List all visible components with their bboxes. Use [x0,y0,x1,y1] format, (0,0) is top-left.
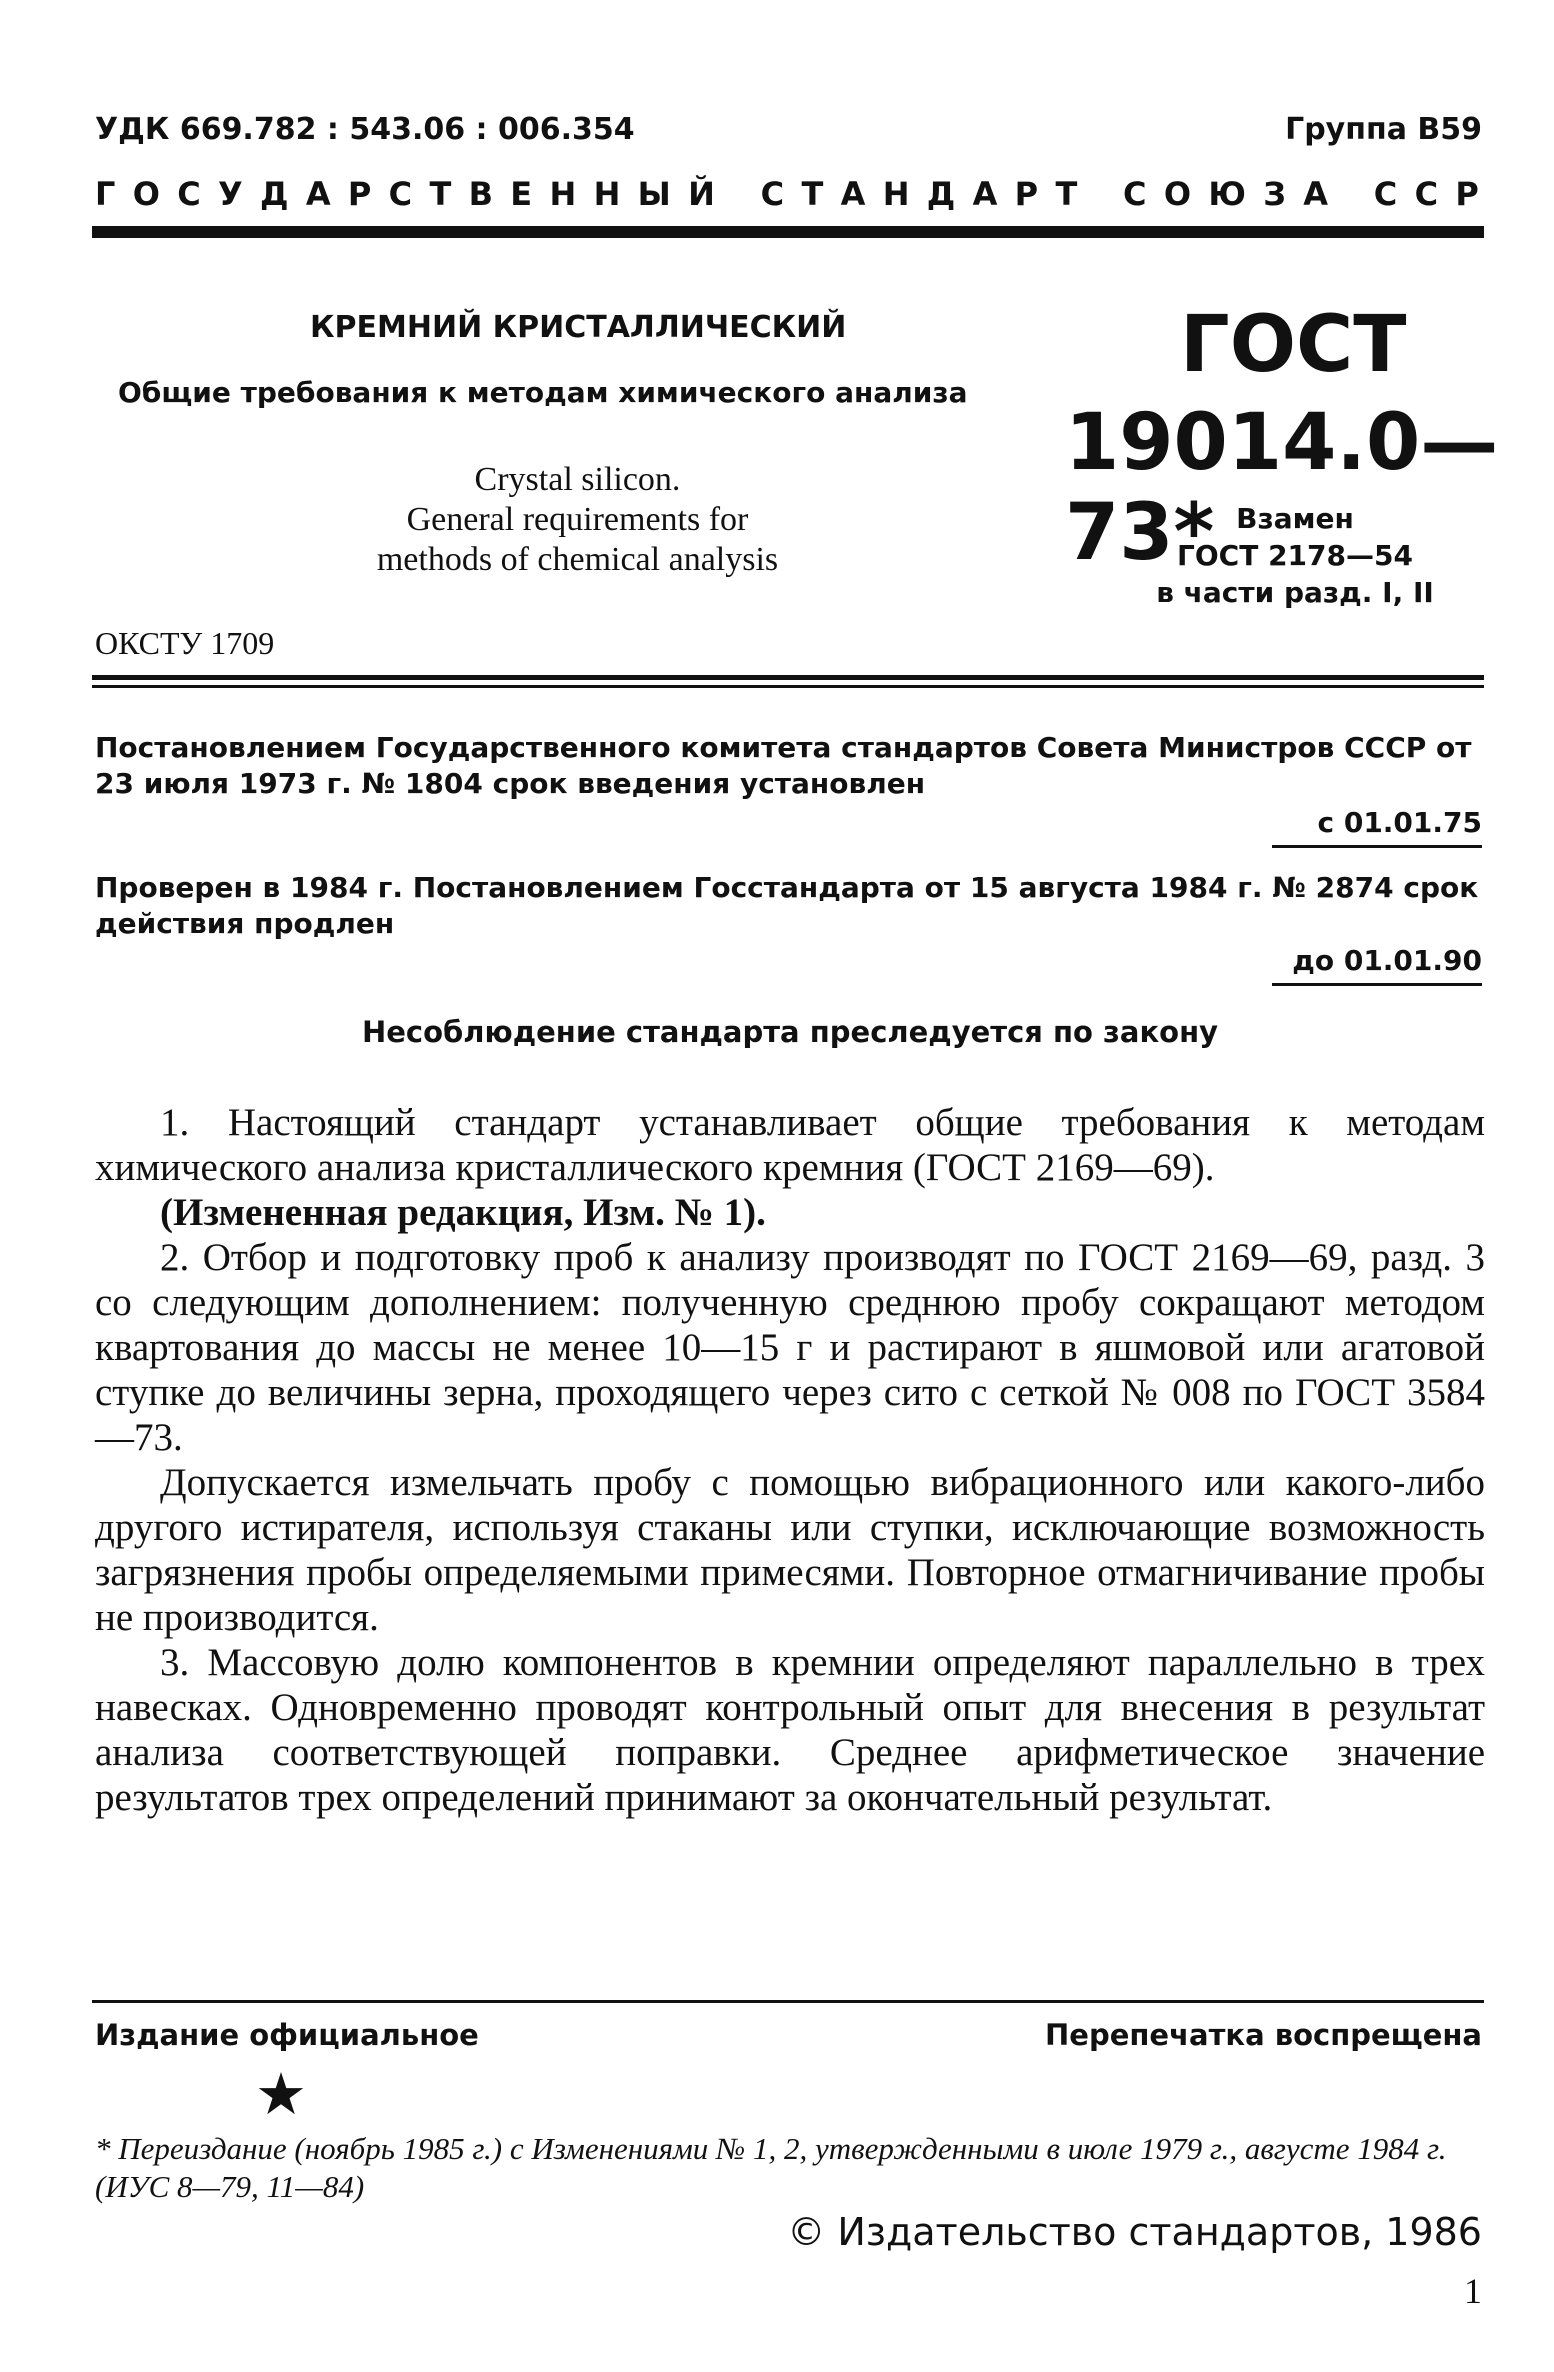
state-standard-letter: Н [882,175,912,213]
state-standard-letter: С [1414,175,1441,213]
state-standard-letter: А [305,175,333,213]
state-standard-letter [1095,175,1108,213]
replaced-standard [1100,500,1490,611]
state-standard-letter: С [1373,175,1400,213]
decree-introduction: Постановлением Государственного комитета стандартов Совета Министров СССР от 23 июля 1973 г. № 1804 срок введения установлен [95,731,1472,800]
state-standard-letter: Д [260,175,291,213]
state-standard-letter: Н [549,175,579,213]
replaced-line-2: ГОСТ 2178—54 [1177,539,1413,572]
state-standard-letter: А [1303,175,1331,213]
star-icon: ★ [255,2062,307,2127]
state-standard-letter: Т [801,175,826,213]
page-number: 1 [1464,2271,1482,2311]
state-standard-letter: С [388,175,415,213]
state-standard-letter: У [218,175,245,213]
official-edition: Издание официальное [95,2018,479,2052]
gost-label: ГОСТ [1180,300,1407,390]
state-standard-letter: О [1163,175,1194,213]
middle-rule [92,675,1484,680]
top-rule [92,226,1484,238]
legal-warning: Несоблюдение стандарта преследуется по закону [361,1015,1219,1049]
gost-number: 19014.0—73* [1065,398,1499,578]
state-standard-letter: Т [1055,175,1080,213]
body-text [95,1100,1485,1820]
udk-code: УДК 669.782 : 543.06 : 006.354 [95,112,635,147]
state-standard-letter: А [972,175,1000,213]
document-subtitle: Общие требования к методам химического анализа [118,376,968,409]
english-title-line-2: General requirements for [406,501,749,538]
state-standard-letter: С [760,175,787,213]
state-standard-letter: С [1123,175,1149,213]
state-standard-letter: С [177,175,203,213]
paragraph-2: 2. Отбор и подготовку проб к анализу производят по ГОСТ 2169—69, разд. 3 со следующим дополнением: полученную среднюю пробу сокращают методом квартования до массы не менее 10—15 г и растирают в яшмовой или агатовой ступке до величины зерна, проходящего через сито с сеткой № 008 по ГОСТ 3584—73. [95,1236,1485,1459]
document-title: КРЕМНИЙ КРИСТАЛЛИЧЕСКИЙ [310,310,847,345]
state-standard-letter: А [840,175,868,213]
state-standard-letter: Ы [637,175,673,213]
english-title-line-3: methods of chemical analysis [376,541,779,578]
footer-rule [92,2000,1484,2003]
state-standard-letter: Г [95,175,118,213]
expiry-date: до 01.01.90 [1272,944,1482,986]
english-title [330,460,825,580]
state-standard-letter: Ю [1208,175,1248,213]
paragraph-4: 3. Массовую долю компонентов в кремнии определяют параллельно в трех навесках. Одновременно проводят контрольный опыт для внесения в результат анализа соответствующей поправки. Среднее арифметическое значение результатов трех определений принимают за окончательный результат. [95,1641,1485,1819]
state-standard-letter: Д [926,175,958,213]
state-standard-letter: Н [593,175,623,213]
state-standard-letter: Й [688,175,717,213]
replaced-line-1: Взамен [1236,502,1354,535]
paragraph-1: 1. Настоящий стандарт устанавливает общие требования к методам химического анализа кристаллического кремния (ГОСТ 2169—69). [95,1101,1485,1189]
state-standard-letter: Р [1455,175,1481,213]
paragraph-1-note: (Измененная редакция, Изм. № 1). [160,1191,766,1234]
state-standard-letter: О [132,175,162,213]
effective-date: с 01.01.75 [1272,806,1482,848]
footnote: * Переиздание (ноябрь 1985 г.) с Изменениями № 1, 2, утвержденными в июле 1979 г., августе 1984 г. (ИУС 8—79, 11—84) [95,2131,1447,2204]
okstu-code: ОКСТУ 1709 [95,625,275,661]
state-standard-letter: В [468,175,495,213]
state-standard-letter: Е [510,175,535,213]
publisher: © Издательство стандартов, 1986 [787,2210,1482,2254]
state-standard-letter: Р [1014,175,1041,213]
state-standard-letter: Р [347,175,374,213]
group-code: Группа В59 [1285,112,1482,147]
paragraph-3: Допускается измельчать пробу с помощью вибрационного или какого-либо другого истирателя, используя стаканы или ступки, исключающие возможность загрязнения пробы определяемыми примесями. Повторное отмагничивание пробы не производится. [95,1461,1485,1639]
middle-rule-thin [92,685,1484,688]
state-standard-letter: Т [429,175,454,213]
english-title-line-1: Crystal silicon. [474,461,681,498]
state-standard-letter [1345,175,1358,213]
state-standard-letter: З [1263,175,1288,213]
state-standard-header [95,175,1481,213]
replaced-line-3: в части разд. I, II [1156,576,1434,609]
decree-extension: Проверен в 1984 г. Постановлением Госстандарта от 15 августа 1984 г. № 2874 срок действия продлен [95,871,1479,940]
state-standard-letter [732,175,745,213]
reprint-prohibited: Перепечатка воспрещена [1045,2018,1482,2052]
